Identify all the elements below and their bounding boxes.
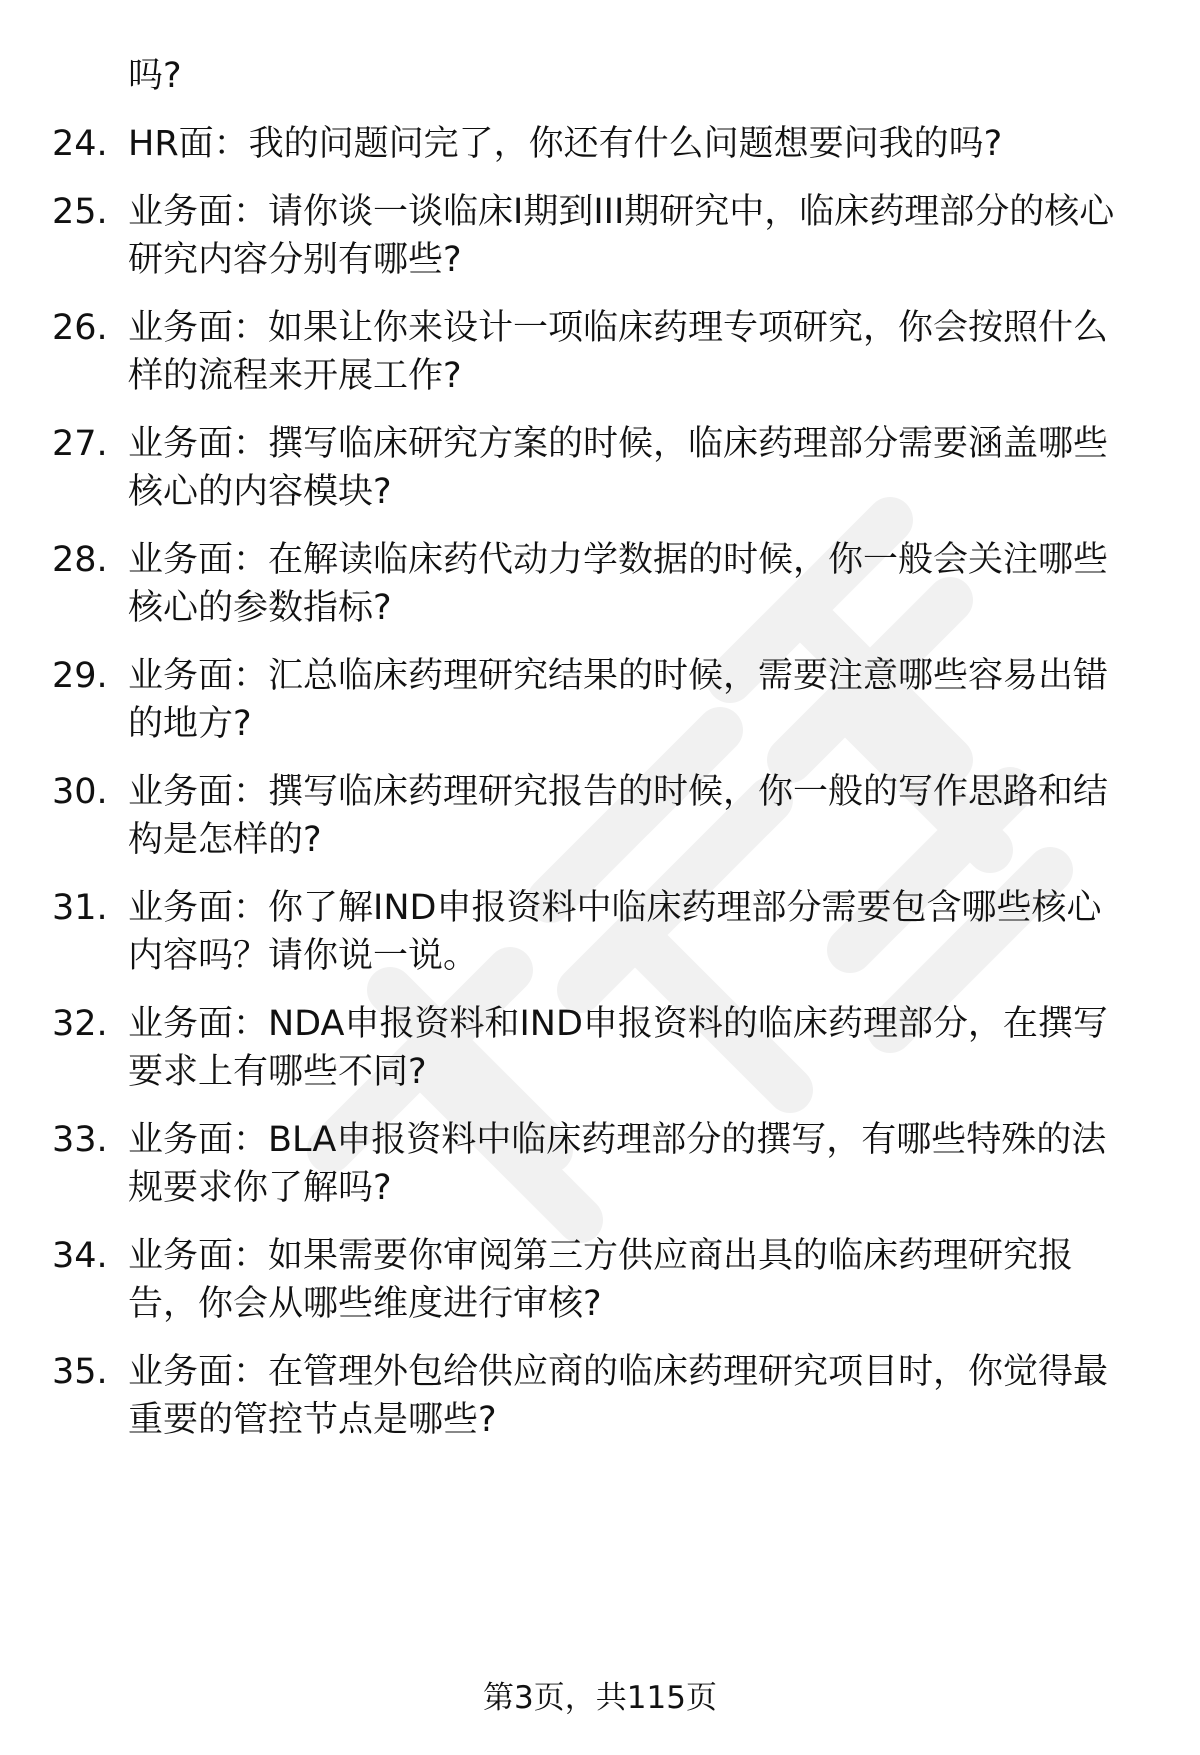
question-number: 24. [52,124,108,164]
question-line: 业务面：在解读临床药代动力学数据的时候，你一般会关注哪些 [128,540,1109,580]
question-text [128,768,1148,864]
question-text [128,304,1148,400]
question-line: HR面：我的问题问完了，你还有什么问题想要问我的吗? [128,124,1003,164]
question-number: 35. [52,1352,108,1392]
question-line: 业务面：在管理外包给供应商的临床药理研究项目时，你觉得最 [128,1352,1109,1392]
list-item [0,1232,1200,1328]
list-item [0,1116,1200,1212]
list-item [0,120,1200,168]
question-text [128,536,1148,632]
question-text [128,1348,1148,1444]
question-number: 30. [52,772,108,812]
question-number: 26. [52,308,108,348]
question-line: 业务面：撰写临床药理研究报告的时候，你一般的写作思路和结 [128,772,1109,812]
question-text [128,120,1148,168]
question-number: 27. [52,424,108,464]
list-item [0,420,1200,516]
question-line: 业务面：BLA申报资料中临床药理部分的撰写，有哪些特殊的法 [128,1120,1107,1160]
list-item [0,304,1200,400]
question-line: 业务面：如果让你来设计一项临床药理专项研究，你会按照什么 [128,308,1109,348]
question-line: 业务面：你了解IND申报资料中临床药理部分需要包含哪些核心 [128,888,1102,928]
question-text [128,1116,1148,1212]
list-item [0,652,1200,748]
continued-line: 吗? [128,56,182,96]
question-number: 29. [52,656,108,696]
list-item [0,536,1200,632]
question-line: 业务面：汇总临床药理研究结果的时候，需要注意哪些容易出错 [128,656,1109,696]
page-footer: 第3页，共115页 [483,1680,717,1716]
question-line: 核心的内容模块? [128,472,392,512]
question-line: 要求上有哪些不同? [128,1052,427,1092]
question-line: 研究内容分别有哪些? [128,240,462,280]
question-text [128,188,1148,284]
question-number: 28. [52,540,108,580]
question-line: 内容吗？请你说一说。 [128,936,479,976]
question-line: 重要的管控节点是哪些? [128,1400,497,1440]
question-line: 业务面：撰写临床研究方案的时候，临床药理部分需要涵盖哪些 [128,424,1109,464]
question-list [0,52,1200,1444]
list-item [0,768,1200,864]
question-number: 33. [52,1120,108,1160]
question-text [128,652,1148,748]
question-number: 31. [52,888,108,928]
question-line: 规要求你了解吗? [128,1168,392,1208]
question-number: 34. [52,1236,108,1276]
question-number: 32. [52,1004,108,1044]
list-item [0,1000,1200,1096]
question-text [128,1000,1148,1096]
question-line: 告，你会从哪些维度进行审核? [128,1284,602,1324]
question-text [128,420,1148,516]
question-text [128,1232,1148,1328]
question-line: 样的流程来开展工作? [128,356,462,396]
list-item [0,188,1200,284]
question-line: 核心的参数指标? [128,588,392,628]
question-line: 业务面：如果需要你审阅第三方供应商出具的临床药理研究报 [128,1236,1074,1276]
question-number: 25. [52,192,108,232]
list-item [0,1348,1200,1444]
question-line: 构是怎样的? [128,820,322,860]
question-line: 业务面：NDA申报资料和IND申报资料的临床药理部分，在撰写 [128,1004,1108,1044]
list-item [0,884,1200,980]
question-line: 的地方? [128,704,252,744]
question-line: 业务面：请你谈一谈临床I期到III期研究中，临床药理部分的核心 [128,192,1115,232]
question-text [128,884,1148,980]
